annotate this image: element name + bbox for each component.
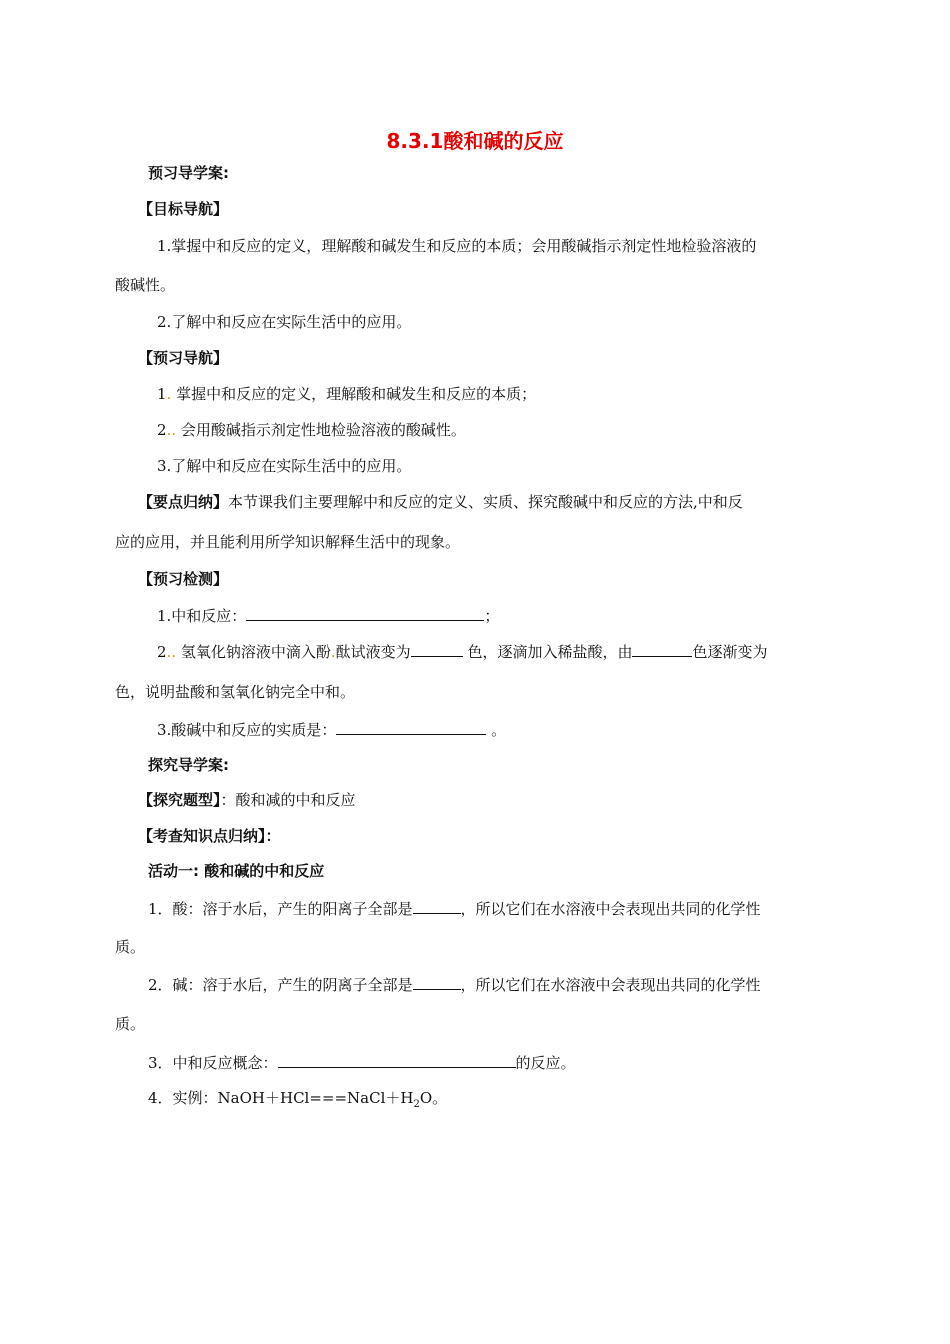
goal-item-2: 2.了解中和反应在实际生活中的应用。 bbox=[157, 313, 412, 331]
explore-item-3: 3．中和反应概念： 的反应。 bbox=[148, 1054, 576, 1072]
explore-item-2-line-2: 质。 bbox=[115, 1015, 146, 1033]
nav-item-2 bbox=[157, 420, 466, 440]
answer-blank[interactable] bbox=[632, 641, 692, 657]
nav-item-1 bbox=[157, 384, 536, 404]
knowledge-section-label: 【考查知识点归纳】： bbox=[138, 827, 281, 845]
activity-title: 活动一: 酸和碱的中和反应 bbox=[148, 862, 325, 880]
check-q3-text: 3.酸碱中和反应的实质是： bbox=[157, 721, 337, 739]
check-question-1: 1.中和反应： ； bbox=[157, 607, 500, 625]
answer-blank[interactable] bbox=[413, 898, 461, 914]
edit-mark-icon: .. bbox=[166, 421, 177, 439]
goal-item-1-line-1: 1.掌握中和反应的定义，理解酸和碱发生和反应的本质；会用酸碱指示剂定性地检验溶液的 bbox=[157, 237, 757, 255]
preview-heading: 预习导学案: bbox=[148, 164, 229, 182]
document-title: 8.3.1酸和碱的反应 bbox=[386, 129, 564, 153]
goal-section-label: 【目标导航】 bbox=[138, 200, 229, 218]
answer-blank[interactable] bbox=[246, 605, 484, 621]
summary-paragraph-line-1 bbox=[138, 492, 743, 512]
check-q1-text: 1.中和反应： bbox=[157, 607, 247, 625]
check-question-2-line-2: 色，说明盐酸和氢氧化钠完全中和。 bbox=[115, 683, 356, 701]
nav-item-1-number: 1 bbox=[157, 385, 167, 403]
explore-item-4: 4．实例：$NaOH+HCl===NaCl+H_2O$。 bbox=[148, 1089, 448, 1110]
summary-section-label: 【要点归纳】 bbox=[138, 493, 229, 511]
check-section-label: 【预习检测】 bbox=[138, 570, 229, 588]
explore-heading: 探究导学案: bbox=[148, 756, 229, 774]
edit-mark-icon: .. bbox=[166, 643, 177, 661]
edit-mark-icon: . bbox=[166, 385, 172, 403]
answer-blank[interactable] bbox=[413, 974, 461, 990]
answer-blank[interactable] bbox=[336, 719, 486, 735]
check-q2-number: 2 bbox=[157, 643, 167, 661]
edit-mark-icon: . bbox=[330, 643, 336, 661]
check-question-3: 3.酸碱中和反应的实质是： 。 bbox=[157, 721, 507, 739]
nav-item-2-number: 2 bbox=[157, 421, 167, 439]
explore-topic bbox=[138, 790, 356, 810]
answer-blank[interactable] bbox=[278, 1052, 516, 1068]
explore-item-1: 1．酸：溶于水后，产生的阳离子全部是 ，所以它们在水溶液中会表现出共同的化学性 bbox=[148, 900, 761, 918]
nav-section-label: 【预习导航】 bbox=[138, 349, 229, 367]
explore-item-2: 2．碱：溶于水后，产生的阴离子全部是 ，所以它们在水溶液中会表现出共同的化学性 bbox=[148, 976, 761, 994]
explore-topic-label: 【探究题型】 bbox=[138, 791, 221, 809]
nav-item-1-text: 掌握中和反应的定义，理解酸和碱发生和反应的本质； bbox=[176, 385, 537, 403]
answer-blank[interactable] bbox=[411, 641, 463, 657]
summary-text-line-2: 应的应用，并且能利用所学知识解释生活中的现象。 bbox=[115, 533, 461, 551]
summary-text-line-1: 本节课我们主要理解中和反应的定义、实质、探究酸碱中和反应的方法,中和反 bbox=[228, 493, 743, 511]
explore-topic-text: ：酸和减的中和反应 bbox=[220, 791, 356, 809]
check-question-2: 2.. 氢氧化钠溶液中滴入酚.酞试液变为 色，逐滴加入稀盐酸，由 色逐渐变为 bbox=[157, 643, 768, 661]
goal-item-1-line-2: 酸碱性。 bbox=[115, 276, 176, 294]
explore-item-1-line-2: 质。 bbox=[115, 938, 146, 956]
nav-item-2-text: 会用酸碱指示剂定性地检验溶液的酸碱性。 bbox=[180, 421, 466, 439]
nav-item-3: 3.了解中和反应在实际生活中的应用。 bbox=[157, 457, 412, 475]
chemical-equation: NaOH＋HCl===NaCl＋H bbox=[217, 1089, 414, 1107]
